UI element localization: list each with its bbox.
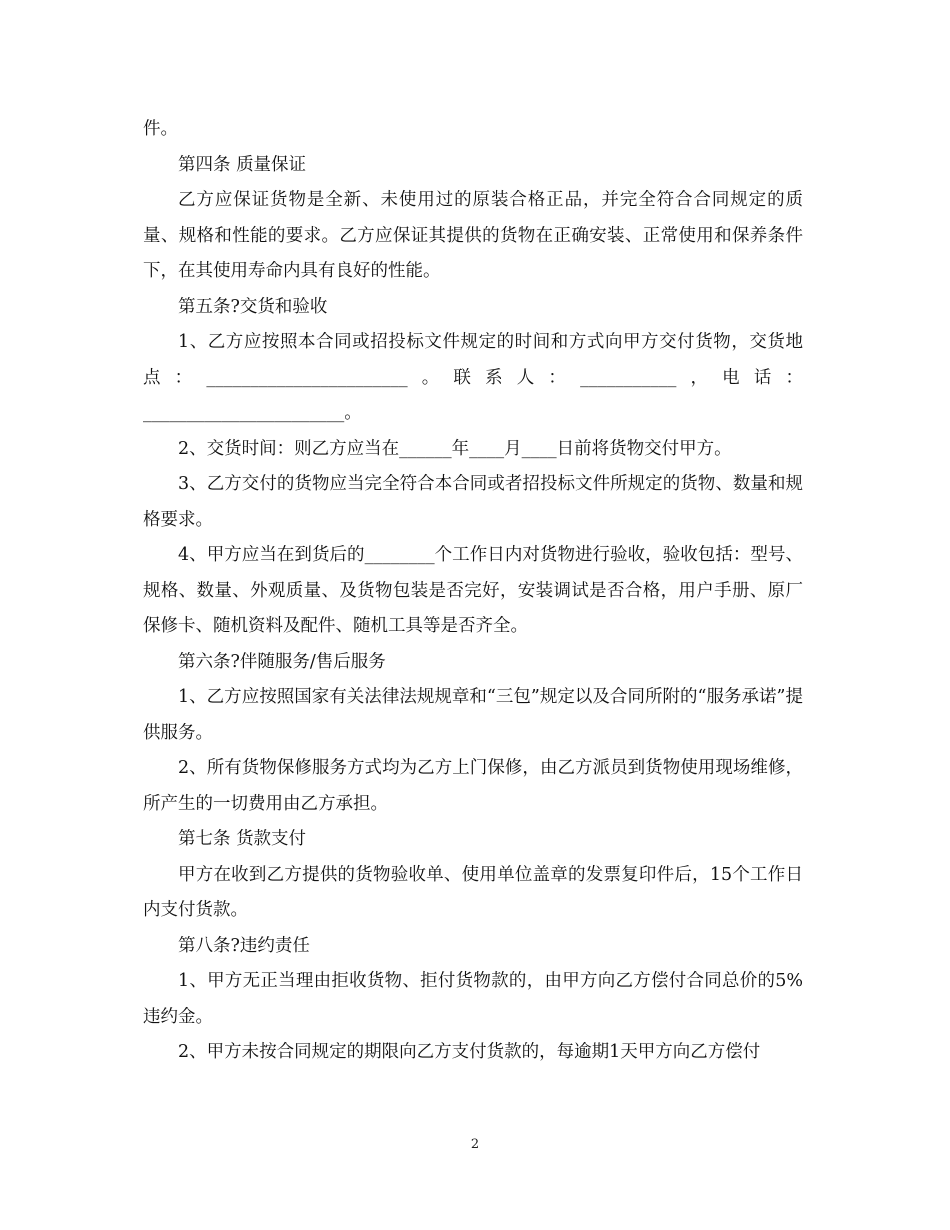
- article-5-heading: 第五条?交货和验收: [178, 296, 328, 317]
- article-5-clause-3: 3、乙方交付的货物应当完全符合本合同或者招投标文件所规定的货物、数量和规格要求。: [143, 474, 803, 530]
- article-8-heading: 第八条?违约责任: [178, 935, 310, 956]
- article-6-clause-2: 2、所有货物保修服务方式均为乙方上门保修，由乙方派员到货物使用现场维修，所产生的一切费用由乙方承担。: [143, 758, 803, 814]
- article-6-heading: 第六条?伴随服务/售后服务: [178, 651, 386, 672]
- paragraph-continuation: 件。: [143, 119, 178, 139]
- article-5-clause-2: 2、交货时间：则乙方应当在______年____月____日前将货物交付甲方。: [178, 438, 732, 459]
- article-4-paragraph: 乙方应保证货物是全新、未使用过的原装合格正品，并完全符合合同规定的质量、规格和性能的要求。乙方应保证其提供的货物在正确安装、正常使用和保养条件下，在其使用寿命内具有良好的性能。: [143, 190, 803, 281]
- article-7-paragraph: 甲方在收到乙方提供的货物验收单、使用单位盖章的发票复印件后，15个工作日内支付货款。: [143, 864, 803, 920]
- article-8-clause-2: 2、甲方未按合同规定的期限向乙方支付货款的，每逾期1天甲方向乙方偿付: [178, 1042, 761, 1062]
- article-5-clause-4: 4、甲方应当在到货后的________个工作日内对货物进行验收，验收包括：型号、规格、数量、外观质量、及货物包装是否完好，安装调试是否合格，用户手册、原厂保修卡、随机资料及配件、随机工具等是否齐全。: [143, 545, 803, 636]
- article-7-heading: 第七条 货款支付: [178, 829, 307, 849]
- article-8-clause-1: 1、甲方无正当理由拒收货物、拒付货物款的，由甲方向乙方偿付合同总价的5%违约金。: [143, 971, 803, 1027]
- page-number: 2: [470, 1137, 480, 1152]
- article-6-clause-1: 1、乙方应按照国家有关法律法规规章和“三包”规定以及合同所附的“服务承诺”提供服务。: [143, 687, 803, 743]
- article-4-heading: 第四条 质量保证: [178, 154, 307, 175]
- article-5-clause-1: 1、乙方应按照本合同或招投标文件规定的时间和方式向甲方交付货物，交货地点：_______________________。联系人：___________，电话：_______________________。: [143, 332, 803, 423]
- document-body: [143, 112, 803, 1071]
